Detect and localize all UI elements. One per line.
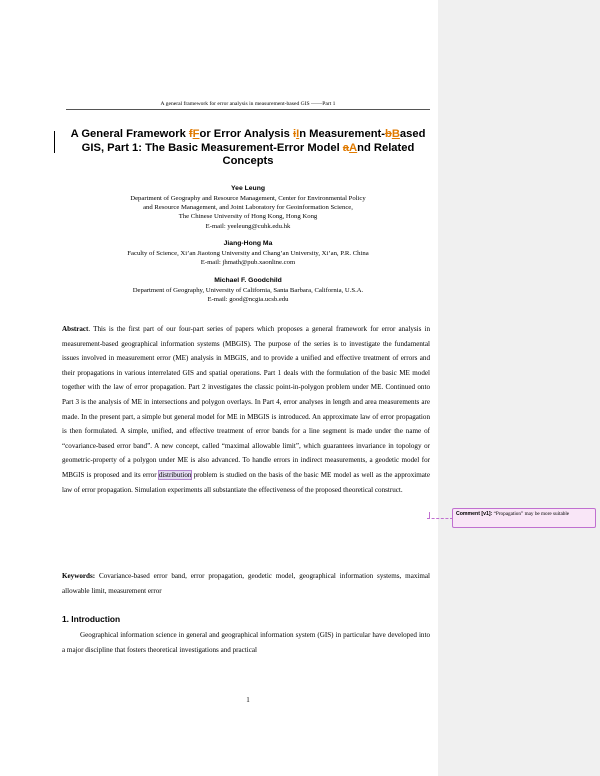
affiliation-line: The Chinese University of Hong Kong, Hong Kong <box>178 213 318 221</box>
author-affiliation <box>66 249 430 267</box>
deleted-text: b <box>384 128 392 140</box>
deleted-text: a <box>342 141 350 154</box>
deleted-text: f <box>188 128 193 140</box>
page-number: 1 <box>246 696 250 704</box>
deleted-text: i <box>292 128 297 140</box>
author-name: Michael F. Goodchild <box>214 277 282 284</box>
abstract-label: Abstract <box>62 325 89 333</box>
inserted-text: I <box>296 128 300 140</box>
author-affiliation <box>66 286 430 304</box>
affiliation-line: Department of Geography, University of California, Santa Barbara, California, U.S.A. <box>132 287 364 294</box>
title-text: nd Related Concepts <box>222 141 415 168</box>
keywords-label: Keywords: <box>62 572 96 580</box>
intro-paragraph: Geographical information science in general and geographical information system (GIS) in particular have developed into a major discipline that fosters theoretical investigations and practical <box>62 631 430 654</box>
keywords-paragraph <box>62 569 430 598</box>
comment-connector <box>427 518 453 519</box>
title-text: A General Framework <box>70 128 189 140</box>
comment-text: “Propagation” may be more suitable <box>492 511 570 517</box>
title-text: ased GIS, Part 1: The Basic Measurement-Error Model <box>81 128 426 154</box>
affiliation-line: and Resource Management, and Joint Laboratory for Geoinformation Science, <box>143 204 353 212</box>
keywords-text: Covariance-based error band, error propagation, geodetic model, geographical information systems, maximal allowable limit, measurement error <box>62 572 430 595</box>
section-heading: 1. Introduction <box>62 614 121 624</box>
author-name: Jiang-Hong Ma <box>223 240 273 247</box>
paper-title <box>66 128 430 169</box>
comment-margin-pane <box>438 0 600 776</box>
comment-label: Comment [v1]: <box>456 511 493 517</box>
comment-balloon[interactable] <box>452 508 596 528</box>
title-text: or Error Analysis <box>199 128 293 140</box>
author-name: Yee Leung <box>231 185 265 192</box>
inserted-text: F <box>192 128 200 140</box>
author-email: E-mail: jhmath@pub.xaonline.com <box>200 259 296 267</box>
commented-text-highlight[interactable]: distribution <box>158 470 192 479</box>
affiliation-line: Department of Geography and Resource Management, Center for Environmental Policy <box>130 195 366 202</box>
author-email: E-mail: yeeleung@cuhk.edu.hk <box>205 222 291 230</box>
inserted-text: A <box>349 141 358 154</box>
revision-change-bar <box>54 131 55 153</box>
author-affiliation <box>66 194 430 231</box>
running-header: A general framework for error analysis in measurement-based GIS ——Part 1 <box>160 101 336 107</box>
header-rule <box>66 109 430 110</box>
inserted-text: B <box>391 128 400 140</box>
title-text: n Measurement- <box>299 128 385 140</box>
abstract-text: . This is the first part of our four-part series of papers which proposes a general framework for error analysis in measurement-based geographical information systems (MBGIS). The purpose of the series is to investigate the fundamental issues involved in measurement error (ME) analysis in MBGIS, and to provide a unified and effective treatment of errors and their propagations in various interrelated GIS and spatial operations. Part 1 deals with the formulation of the basic ME model together with the law of error propagation. Part 2 investigates the classic point-in-polygon problem under ME. Continued onto Part 3 is the analysis of ME in intersections and polygon overlays. In Part 4, error analyses in length and area measurements are made. In the present part, a simple but general model for ME in MBGIS is introduced. An approximate law of error propagation is then formulated. A simple, unified, and effective treatment of error bands for a line segment is made under the name of “covariance-based error band”. A new concept, called “maximal allowable limit”, which guarantees invariance in topology or geometric-property of a polygon under ME is also advanced. To handle errors in indirect measurements, a geodetic model for MBGIS is proposed and its error <box>62 325 430 479</box>
abstract-text: problem is studied on the basis of the basic ME model as well as the approximate law of error propagation. Simulation experiments all substantiate the effectiveness of the proposed theoretical construct. <box>62 470 430 494</box>
abstract-paragraph <box>62 322 430 497</box>
affiliation-line: Faculty of Science, Xi’an Jiaotong University and Chang’an University, Xi’an, P.R. China <box>127 250 369 257</box>
author-email: E-mail: good@ncgia.ucsb.edu <box>207 296 289 304</box>
